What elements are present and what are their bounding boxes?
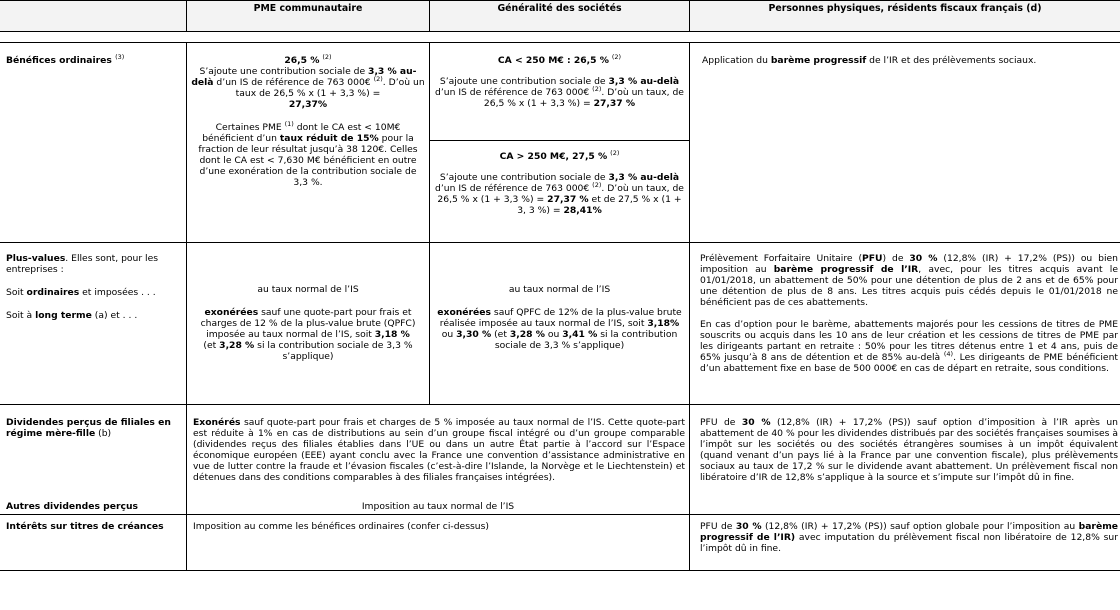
gen-ca-under-250	[430, 43, 689, 140]
bareme-progressif: barème progressif	[770, 55, 867, 66]
header-generalite: Généralité des sociétés	[430, 1, 690, 32]
cell-plus-values-pme	[187, 243, 430, 405]
plus-values-long-terme: Soit à long terme (a) et . . .	[6, 310, 138, 322]
pp-pv-pfu: Prélèvement Forfaitaire Unitaire (PFU) de 30 % (12,8% (IR) + 17,2% (PS)) ou bien imposition au barème progressif de l’IR, avec, pour les titres acquis avant le 01/01/2018, un abattement de 50% pour une détention de plus de 2 ans et de 65% pour une détention de plus de 8 ans. Les titres acquis puis cédés depuis le 01/01/2018 ne bénéficient pas de ces abattements.	[700, 253, 1119, 309]
plus-values-label: Plus-values. Elles sont, pour les entreprises :	[6, 253, 159, 276]
header-pme: PME communautaire	[187, 1, 430, 32]
header-row	[0, 1, 1120, 32]
dividendes-main-text: Exonérés sauf quote-part pour frais et charges de 5 % imposée au taux normal de l’IS. Cette quote-part est réduite à 1% en cas de distributions au sein d’un groupe fiscal intégré ou d’un groupe comparable (dividendes reçus des filiales établies dans l’UE ou dans un autre État partie à l’accord sur l’Espace économique européen (EEE) ayant conclu avec la France une convention d’assistance administrative en vue de lutter contre la fraude et l’évasion fiscales (c’est-à-dire l’Islande, la Norvège et le Liechtenstein) et détenues dans des conditions comparables à des filiales françaises intégrées).	[193, 417, 685, 484]
cell-plus-values-generalite	[430, 243, 690, 405]
row-label-benefices	[0, 43, 187, 243]
row-interets	[0, 515, 1120, 571]
header-personnes-physiques: Personnes physiques, résidents fiscaux français (d)	[690, 1, 1120, 32]
benefices-label-note: (3)	[115, 52, 125, 61]
pme-rate: 26,5 % $^{(2)}$	[284, 52, 332, 66]
cell-benefices-pp: Application du barème progressif de l’IR et des prélèvements sociaux.	[690, 43, 1120, 243]
gen-ca-over-250	[430, 140, 689, 242]
autres-dividendes-label: Autres dividendes perçus	[6, 500, 138, 512]
spacer-row	[0, 32, 1120, 43]
gen-bot-heading: CA > 250 M€, 27,5 % $^{(2)}$	[499, 148, 620, 162]
autres-dividendes-text: Imposition au taux normal de l’IS	[361, 500, 515, 512]
benefices-label: Bénéfices ordinaires	[6, 55, 112, 66]
gen-top-heading: CA < 250 M€ : 26,5 % $^{(2)}$	[497, 52, 622, 66]
gen-bot-text: S’ajoute une contribution sociale de 3,3 % au-delà d’un IS de référence de 763 000€ $^{(2)}$. D’où un taux, de 26,5 % x (1 + 3,3 %) = 27,37 % et de 27,5 % x (1 + 3, 3 %) = 28,41%	[435, 171, 684, 216]
row-label-plus-values	[0, 243, 187, 405]
dividendes-label: Dividendes perçus de filiales en régime mère-fille (b)	[6, 417, 171, 440]
row-plus-values	[0, 243, 1120, 405]
cell-dividendes-pp: PFU de 30 % (12,8% (IR) + 17,2% (PS)) sauf option d’imposition à l’IR après un abattement de 40 % pour les dividendes distribués par des sociétés françaises soumises à l’impôt sur les sociétés ou des sociétés étrangères soumises à un impôt équivalent (quand venant d’un pays lié à la France par une convention fiscale), plus prélèvements sociaux au taux de 17,2 % sur le dividende avant abattement. Un prélèvement fiscal non libératoire d’IR de 12,8% s’applique à la source et s’impute sur l’impôt dû in fine.	[690, 405, 1120, 515]
cell-interets-pp: PFU de 30 % (12,8% (IR) + 17,2% (PS)) sauf option globale pour l’imposition au barème progressif de l’IR) avec imputation du prélèvement fiscal non libératoire de 12,8% sur l’impôt dû in fine.	[690, 515, 1120, 571]
row-benefices	[0, 43, 1120, 243]
row-dividendes	[0, 405, 1120, 515]
header-blank	[0, 1, 187, 32]
cell-interets-societes: Imposition au comme les bénéfices ordinaires (confer ci-dessus)	[187, 515, 690, 571]
cell-benefices-generalite	[430, 43, 690, 243]
generalite-split	[430, 43, 689, 242]
gen-pv-exoneree: exonérées sauf QPFC de 12% de la plus-value brute réalisée imposée au taux normal de l’IS, soit 3,18% ou 3,30 % (et 3,28 % ou 3,41 % si la contribution sociale de 3,3 % s’applique)	[437, 307, 682, 352]
pme-contribution-text: S’ajoute une contribution sociale de 3,3 % au-delà d’un IS de référence de 763 000€ $^{(2)}$. D’où un taux de 26,5 % x (1 + 3,3 %) = 27,37%	[191, 66, 425, 111]
gen-top-text: S’ajoute une contribution sociale de 3,3 % au-delà d’un IS de référence de 763 000€ $^{(2)}$. D’où un taux, de 26,5 % x (1 + 3,3 %) = 27,37 %	[435, 76, 684, 110]
row-label-interets: Intérêts sur titres de créances	[0, 515, 187, 571]
pme-reduced-rate-text: Certaines PME $^{(1)}$ dont le CA est < 10M€ bénéficient d’un taux réduit de 15% pour la fraction de leur résultat jusqu’à 38 120€. Celles dont le CA est < 7,630 M€ bénéficient en outre d’une exonération de la contribution sociale de 3,3 %.	[198, 120, 418, 189]
plus-values-ordinaires: Soit ordinaires et imposées . . .	[6, 287, 156, 299]
row-label-dividendes	[0, 405, 187, 515]
cell-dividendes-societes	[187, 405, 690, 515]
gen-pv-normal: au taux normal de l’IS	[508, 284, 611, 295]
pme-pv-normal: au taux normal de l’IS	[257, 284, 359, 295]
pme-pv-exoneree: exonérées sauf une quote-part pour frais et charges de 12 % de la plus-value brute (QPFC) imposée au taux normal de l’IS, soit 3,18 % (et 3,28 % si la contribution sociale de 3,3 % s’applique)	[200, 307, 416, 363]
cell-benefices-pme	[187, 43, 430, 243]
pp-pv-abattements: En cas d’option pour le barème, abattements majorés pour les cessions de titres de PME souscrits ou acquis dans les 10 ans de leur création et les cessions de titres de PME par les dirigeants partant en retraite : 50% pour les titres détenus entre 1 et 4 ans, puis de 65% jusqu’à 8 ans de détention et de 85% au-delà $^{(4)}$. Les dirigeants de PME bénéficient d’un abattement fixe en base de 500 000€ en cas de départ en retraite, sous conditions.	[700, 319, 1118, 375]
cell-plus-values-pp	[690, 243, 1120, 405]
